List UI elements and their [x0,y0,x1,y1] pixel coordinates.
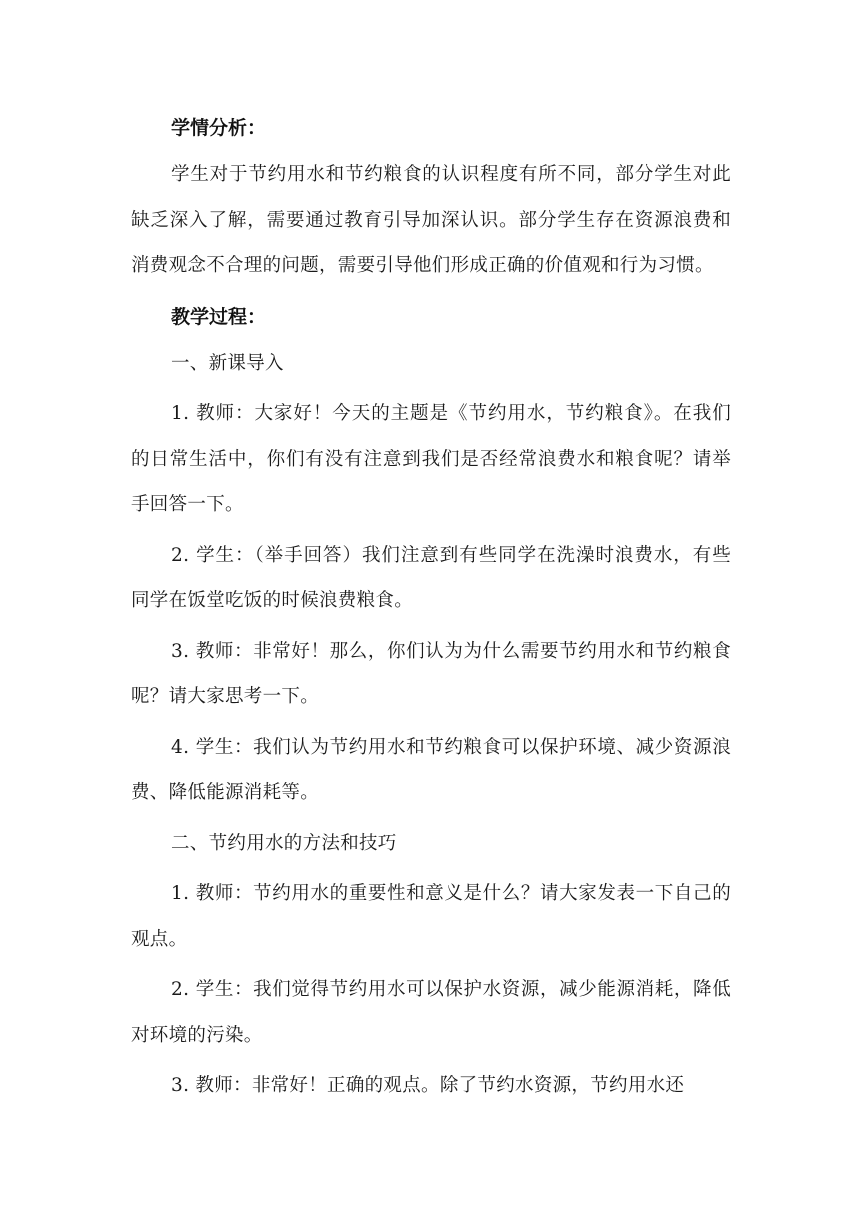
document-body [131,108,731,1109]
analysis-paragraph: 学生对于节约用水和节约粮食的认识程度有所不同，部分学生对此缺乏深入了解，需要通过教育引导加深认识。部分学生存在资源浪费和消费观念不合理的问题，需要引导他们形成正确的价值观和行为习惯。 [131,164,731,276]
part2-item-1: 1. 教师：节约用水的重要性和意义是什么？请大家发表一下自己的观点。 [131,883,731,950]
part1-item-3: 3. 教师：非常好！那么，你们认为为什么需要节约用水和节约粮食呢？请大家思考一下。 [131,640,731,707]
part2-item-3: 3. 教师：非常好！正确的观点。除了节约水资源，节约用水还 [171,1075,685,1096]
part1-item-2: 2. 学生：（举手回答）我们注意到有些同学在洗澡时浪费水，有些同学在饭堂吃饭的时候浪费粮食。 [131,544,731,611]
part1-item-1: 1. 教师：大家好！今天的主题是《节约用水，节约粮食》。在我们的日常生活中，你们有没有注意到我们是否经常浪费水和粮食呢？请举手回答一下。 [131,403,731,515]
part2-title: 二、节约用水的方法和技巧 [171,832,397,854]
part1-title: 一、新课导入 [171,352,284,374]
process-heading: 教学过程： [171,305,267,328]
analysis-heading: 学情分析： [171,117,267,139]
part1-item-4: 4. 学生：我们认为节约用水和节约粮食可以保护环境、减少资源浪费、降低能源消耗等。 [131,736,731,803]
part2-item-2: 2. 学生：我们觉得节约用水可以保护水资源，减少能源消耗，降低对环境的污染。 [131,979,731,1046]
